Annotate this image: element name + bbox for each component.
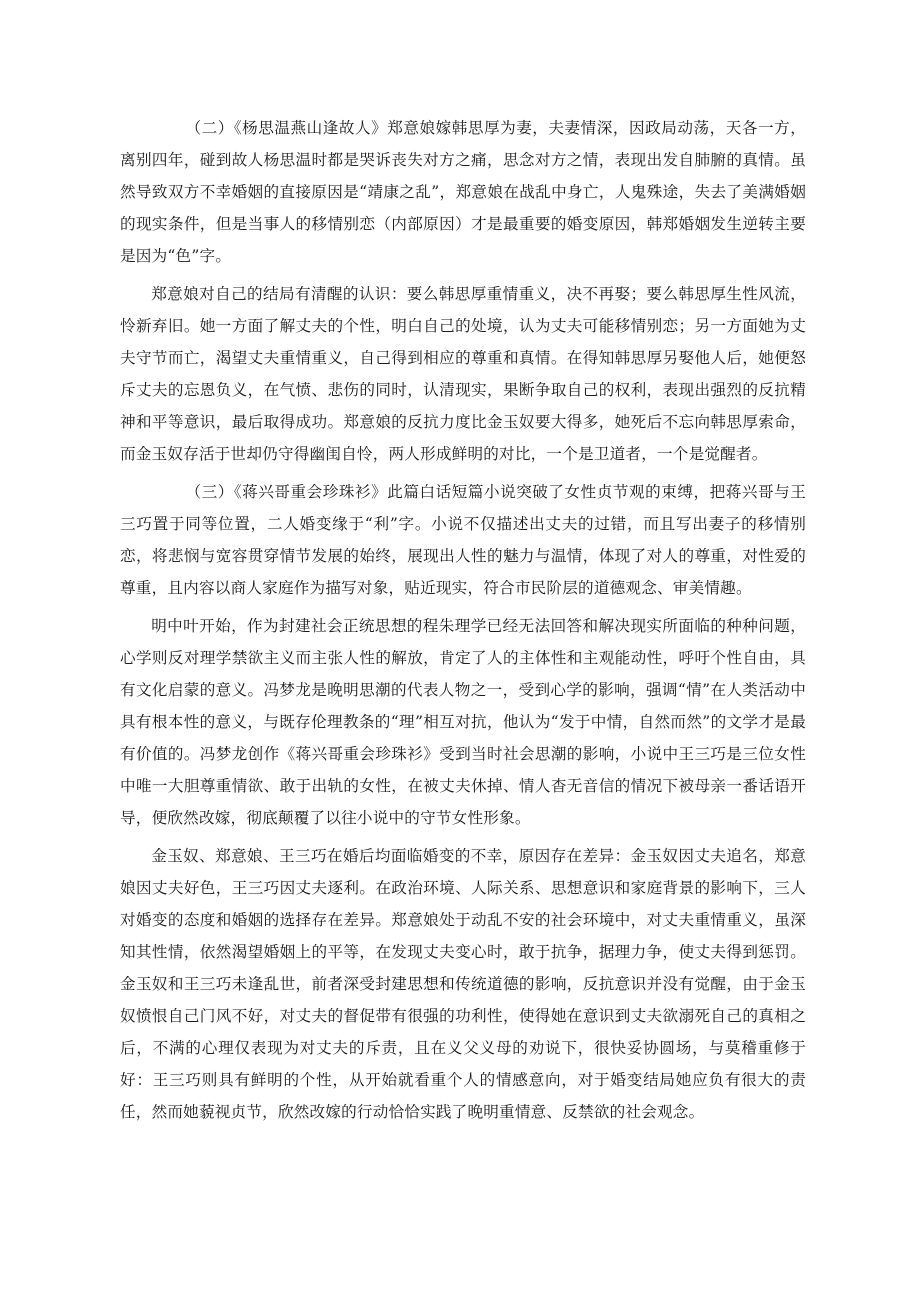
paragraph-section-two: （二）《杨思温燕山逢故人》郑意娘嫁韩思厚为妻，夫妻情深，因政局动荡，天各一方，离别四年，碰到故人杨思温时都是哭诉丧失对方之痛，思念对方之情，表现出发自肺腑的真情。虽然导致双方不幸婚姻的直接原因是“靖康之乱”，郑意娘在战乱中身亡，人鬼殊途，失去了美满婚姻的现实条件，但是当事人的移情别恋（内部原因）才是最重要的婚变原因，韩郑婚姻发生逆转主要是因为“色”字。: [120, 119, 806, 265]
paragraph-comparison-summary: 金玉奴、郑意娘、王三巧在婚后均面临婚变的不幸，原因存在差异：金玉奴因丈夫追名，郑意娘因丈夫好色，王三巧因丈夫逐利。在政治环境、人际关系、思想意识和家庭背景的影响下，三人对婚变的态度和婚姻的选择存在差异。郑意娘处于动乱不安的社会环境中，对丈夫重情重义，虽深知其性情，依然渴望婚姻上的平等，在发现丈夫变心时，敢于抗争，据理力争，使丈夫得到惩罚。金玉奴和王三巧未逢乱世，前者深受封建思想和传统道德的影响，反抗意识并没有觉醒，由于金玉奴愤恨自己门风不好，对丈夫的督促带有很强的功利性，使得她在意识到丈夫欲溺死自己的真相之后，不满的心理仅表现为对丈夫的斥责，且在义父义母的劝说下，很快妥协圆场，与莫稽重修于好：王三巧则具有鲜明的个性，从开始就看重个人的情感意向，对于婚变结局她应负有很大的责任，然而她藐视贞节，欣然改嫁的行动恰恰实践了晚明重情意、反禁欲的社会观念。: [120, 847, 806, 1121]
document-body: [120, 112, 806, 1134]
paragraph-ming-dynasty-context: 明中叶开始，作为封建社会正统思想的程朱理学已经无法回答和解决现实所面临的种种问题，心学则反对理学禁欲主义而主张人性的解放，肯定了人的主体性和主观能动性，呼吁个性自由，具有文化启蒙的意义。冯梦龙是晚明思潮的代表人物之一，受到心学的影响，强调“情”在人类活动中具有根本性的意义，与既存伦理教条的“理”相互对抗，他认为“发于中情，自然而然”的文学才是最有价值的。冯梦龙创作《蒋兴哥重会珍珠衫》受到当时社会思潮的影响，小说中王三巧是三位女性中唯一大胆尊重情欲、敢于出轨的女性，在被丈夫休掉、情人杳无音信的情况下被母亲一番话语开导，便欣然改嫁，彻底颠覆了以往小说中的守节女性形象。: [120, 617, 806, 827]
paragraph-zheng-yiniang-analysis: 郑意娘对自己的结局有清醒的认识：要么韩思厚重情重义，决不再娶；要么韩思厚生性风流，怜新弃旧。她一方面了解丈夫的个性，明白自己的处境，认为丈夫可能移情别恋；另一方面她为丈夫守节而亡，渴望丈夫重情重义，自己得到相应的尊重和真情。在得知韩思厚另娶他人后，她便怒斥丈夫的忘恩负义，在气愤、悲伤的同时，认清现实，果断争取自己的权利，表现出强烈的反抗精神和平等意识，最后取得成功。郑意娘的反抗力度比金玉奴要大得多，她死后不忘向韩思厚索命，而金玉奴存活于世却仍守得幽闺自怜，两人形成鲜明的对比，一个是卫道者，一个是觉醒者。: [120, 285, 806, 463]
paragraph-section-three: （三）《蒋兴哥重会珍珠衫》此篇白话短篇小说突破了女性贞节观的束缚，把蒋兴哥与王三巧置于同等位置，二人婚变缘于“利”字。小说不仅描述出丈夫的过错，而且写出妻子的移情别恋，将悲悯与宽容贯穿情节发展的始终，展现出人性的魅力与温情，体现了对人的尊重，对性爱的尊重，且内容以商人家庭作为描写对象，贴近现实，符合市民阶层的道德观念、审美情趣。: [120, 483, 806, 597]
